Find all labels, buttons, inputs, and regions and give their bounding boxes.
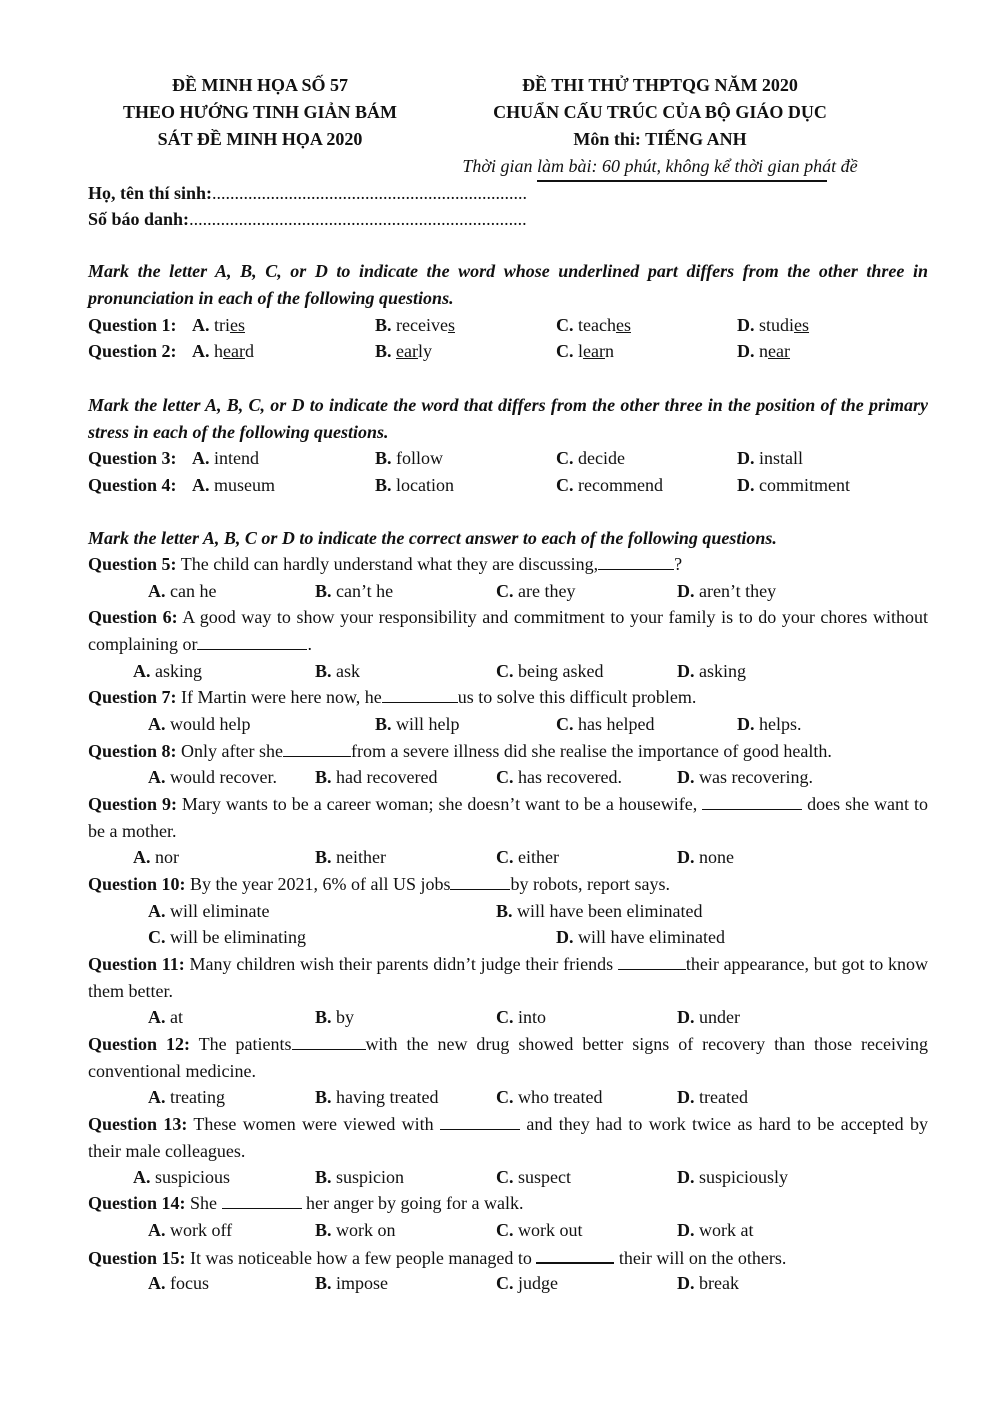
option-a: A. heard bbox=[192, 341, 254, 361]
question-15-stem: Question 15: It was noticeable how a few people managed to their will on the others. bbox=[88, 1244, 928, 1272]
option-a: A. work off bbox=[148, 1220, 233, 1240]
option-a: A. museum bbox=[192, 475, 275, 495]
option-c: C. learn bbox=[556, 341, 614, 361]
doc-subtitle-2: SÁT ĐỀ MINH HỌA 2020 bbox=[157, 129, 363, 149]
answer-blank bbox=[702, 791, 802, 810]
option-a: A. at bbox=[148, 1007, 183, 1027]
option-d: D. commitment bbox=[737, 475, 850, 495]
question-12-stem: Question 12: The patients with the new drug showed better signs of recovery than those receiving conventional medicine. bbox=[88, 1031, 928, 1085]
question-label: Question 4: bbox=[88, 475, 177, 495]
option-c: C. work out bbox=[496, 1220, 583, 1240]
option-c: C. who treated bbox=[496, 1087, 603, 1107]
option-c: C. decide bbox=[556, 448, 625, 468]
question-5-options bbox=[0, 578, 1000, 605]
question-1 bbox=[0, 312, 1000, 339]
instruction-correct-answer: Mark the letter A, B, C or D to indicate the correct answer to each of the following questions. bbox=[88, 528, 777, 548]
question-label: Question 2: bbox=[88, 341, 177, 361]
option-b: B. neither bbox=[315, 847, 386, 867]
option-c: C. suspect bbox=[496, 1167, 571, 1187]
question-8-options bbox=[0, 764, 1000, 791]
question-6-options bbox=[0, 658, 1000, 685]
header-rule bbox=[537, 180, 827, 182]
question-15-options bbox=[0, 1270, 1000, 1297]
option-d: D. will have eliminated bbox=[556, 927, 725, 947]
question-6-stem: Question 6: A good way to show your responsibility and commitment to your family is to do your chores without complaining or . bbox=[88, 607, 928, 654]
option-b: B. will help bbox=[375, 714, 460, 734]
option-b: B. early bbox=[375, 341, 433, 361]
question-10-options-row1 bbox=[0, 898, 1000, 925]
option-a: A. suspicious bbox=[133, 1167, 231, 1187]
candidate-id-dots: ........................................................................... bbox=[189, 209, 527, 229]
option-a: A. intend bbox=[192, 448, 259, 468]
option-d: D. helps. bbox=[737, 714, 802, 734]
option-a: A. asking bbox=[133, 661, 202, 681]
option-a: A. treating bbox=[148, 1087, 225, 1107]
candidate-id-label: Số báo danh: bbox=[88, 209, 190, 229]
exam-subject: Môn thi: TIẾNG ANH bbox=[573, 129, 747, 149]
exam-title: ĐỀ THI THỬ THPTQG NĂM 2020 bbox=[522, 75, 798, 95]
exam-structure: CHUẨN CẤU TRÚC CỦA BỘ GIÁO DỤC bbox=[493, 102, 827, 122]
option-b: B. location bbox=[375, 475, 454, 495]
answer-blank bbox=[440, 1111, 520, 1130]
question-label: Question 1: bbox=[88, 315, 177, 335]
question-2 bbox=[0, 338, 1000, 365]
option-c: C. recommend bbox=[556, 475, 663, 495]
answer-blank bbox=[197, 631, 307, 650]
option-b: B. having treated bbox=[315, 1087, 439, 1107]
question-11-options bbox=[0, 1004, 1000, 1031]
answer-blank bbox=[292, 1031, 366, 1050]
question-5-stem: Question 5: The child can hardly understand what they are discussing, ? bbox=[88, 551, 928, 578]
answer-blank bbox=[382, 684, 458, 703]
option-c: C. has helped bbox=[556, 714, 655, 734]
answer-blank bbox=[536, 1244, 614, 1264]
option-b: B. suspicion bbox=[315, 1167, 405, 1187]
exam-time: Thời gian làm bài: 60 phút, không kể thời gian phát đề bbox=[462, 156, 858, 176]
option-d: D. under bbox=[677, 1007, 740, 1027]
question-7-stem: Question 7: If Martin were here now, he us to solve this difficult problem. bbox=[88, 684, 928, 711]
question-13-options bbox=[0, 1164, 1000, 1191]
question-10-stem: Question 10: By the year 2021, 6% of all US jobs by robots, report says. bbox=[88, 871, 928, 898]
option-a: A. focus bbox=[148, 1273, 209, 1293]
option-a: A. would recover. bbox=[148, 767, 277, 787]
question-8-stem: Question 8: Only after she from a severe illness did she realise the importance of good health. bbox=[88, 738, 928, 765]
option-b: B. impose bbox=[315, 1273, 389, 1293]
candidate-id-line bbox=[88, 206, 527, 232]
answer-blank bbox=[222, 1190, 302, 1209]
header-right bbox=[450, 72, 870, 180]
option-d: D. asking bbox=[677, 661, 746, 681]
instruction-pronunciation: Mark the letter A, B, C, or D to indicate the word whose underlined part differs from the other three in pronunciation in each of the following questions. bbox=[88, 261, 928, 308]
candidate-name-dots: ...................................................................... bbox=[212, 183, 528, 203]
instruction-stress: Mark the letter A, B, C, or D to indicate the word that differs from the other three in the position of the primary stress in each of the following questions. bbox=[88, 395, 928, 442]
option-b: B. ask bbox=[315, 661, 361, 681]
option-b: B. work on bbox=[315, 1220, 396, 1240]
option-d: D. work at bbox=[677, 1220, 754, 1240]
answer-blank bbox=[450, 871, 510, 890]
option-c: C. will be eliminating bbox=[148, 927, 306, 947]
doc-subtitle-1: THEO HƯỚNG TINH GIẢN BÁM bbox=[122, 102, 398, 122]
option-d: D. near bbox=[737, 341, 790, 361]
option-d: D. suspiciously bbox=[677, 1167, 789, 1187]
option-c: C. into bbox=[496, 1007, 547, 1027]
option-c: C. teaches bbox=[556, 315, 631, 335]
option-c: C. being asked bbox=[496, 661, 604, 681]
option-d: D. break bbox=[677, 1273, 739, 1293]
option-c: C. either bbox=[496, 847, 559, 867]
question-9-stem: Question 9: Mary wants to be a career woman; she doesn’t want to be a housewife, does she want to be a mother. bbox=[88, 791, 928, 845]
answer-blank bbox=[618, 951, 686, 970]
option-a: A. would help bbox=[148, 714, 251, 734]
question-11-stem: Question 11: Many children wish their parents didn’t judge their friends their appearance, but got to know them better. bbox=[88, 951, 928, 1005]
question-label: Question 3: bbox=[88, 448, 177, 468]
question-13-stem: Question 13: These women were viewed with and they had to work twice as hard to be accepted by their male colleagues. bbox=[88, 1111, 928, 1165]
option-d: D. aren’t they bbox=[677, 581, 777, 601]
header-left bbox=[95, 72, 425, 153]
candidate-name-label: Họ, tên thí sinh: bbox=[88, 183, 213, 203]
option-b: B. can’t he bbox=[315, 581, 394, 601]
question-12-options bbox=[0, 1084, 1000, 1111]
question-14-options bbox=[0, 1217, 1000, 1244]
option-c: C. judge bbox=[496, 1273, 558, 1293]
question-14-stem: Question 14: She her anger by going for a walk. bbox=[88, 1190, 928, 1217]
answer-blank bbox=[598, 551, 674, 570]
option-c: C. has recovered. bbox=[496, 767, 622, 787]
option-b: B. had recovered bbox=[315, 767, 438, 787]
answer-blank bbox=[283, 738, 351, 757]
question-9-options bbox=[0, 844, 1000, 871]
option-b: B. receives bbox=[375, 315, 455, 335]
question-3 bbox=[0, 445, 1000, 472]
question-4 bbox=[0, 472, 1000, 499]
option-a: A. tries bbox=[192, 315, 245, 335]
option-b: B. follow bbox=[375, 448, 444, 468]
option-d: D. studies bbox=[737, 315, 810, 335]
option-d: D. none bbox=[677, 847, 734, 867]
option-a: A. will eliminate bbox=[148, 901, 270, 921]
question-10-options-row2 bbox=[0, 924, 1000, 951]
doc-code: ĐỀ MINH HỌA SỐ 57 bbox=[171, 75, 349, 95]
option-a: A. nor bbox=[133, 847, 179, 867]
option-a: A. can he bbox=[148, 581, 217, 601]
option-b: B. by bbox=[315, 1007, 355, 1027]
option-d: D. was recovering. bbox=[677, 767, 813, 787]
option-d: D. install bbox=[737, 448, 803, 468]
option-c: C. are they bbox=[496, 581, 576, 601]
option-d: D. treated bbox=[677, 1087, 748, 1107]
candidate-name-line bbox=[88, 180, 527, 206]
option-b: B. will have been eliminated bbox=[496, 901, 703, 921]
question-7-options bbox=[0, 711, 1000, 738]
